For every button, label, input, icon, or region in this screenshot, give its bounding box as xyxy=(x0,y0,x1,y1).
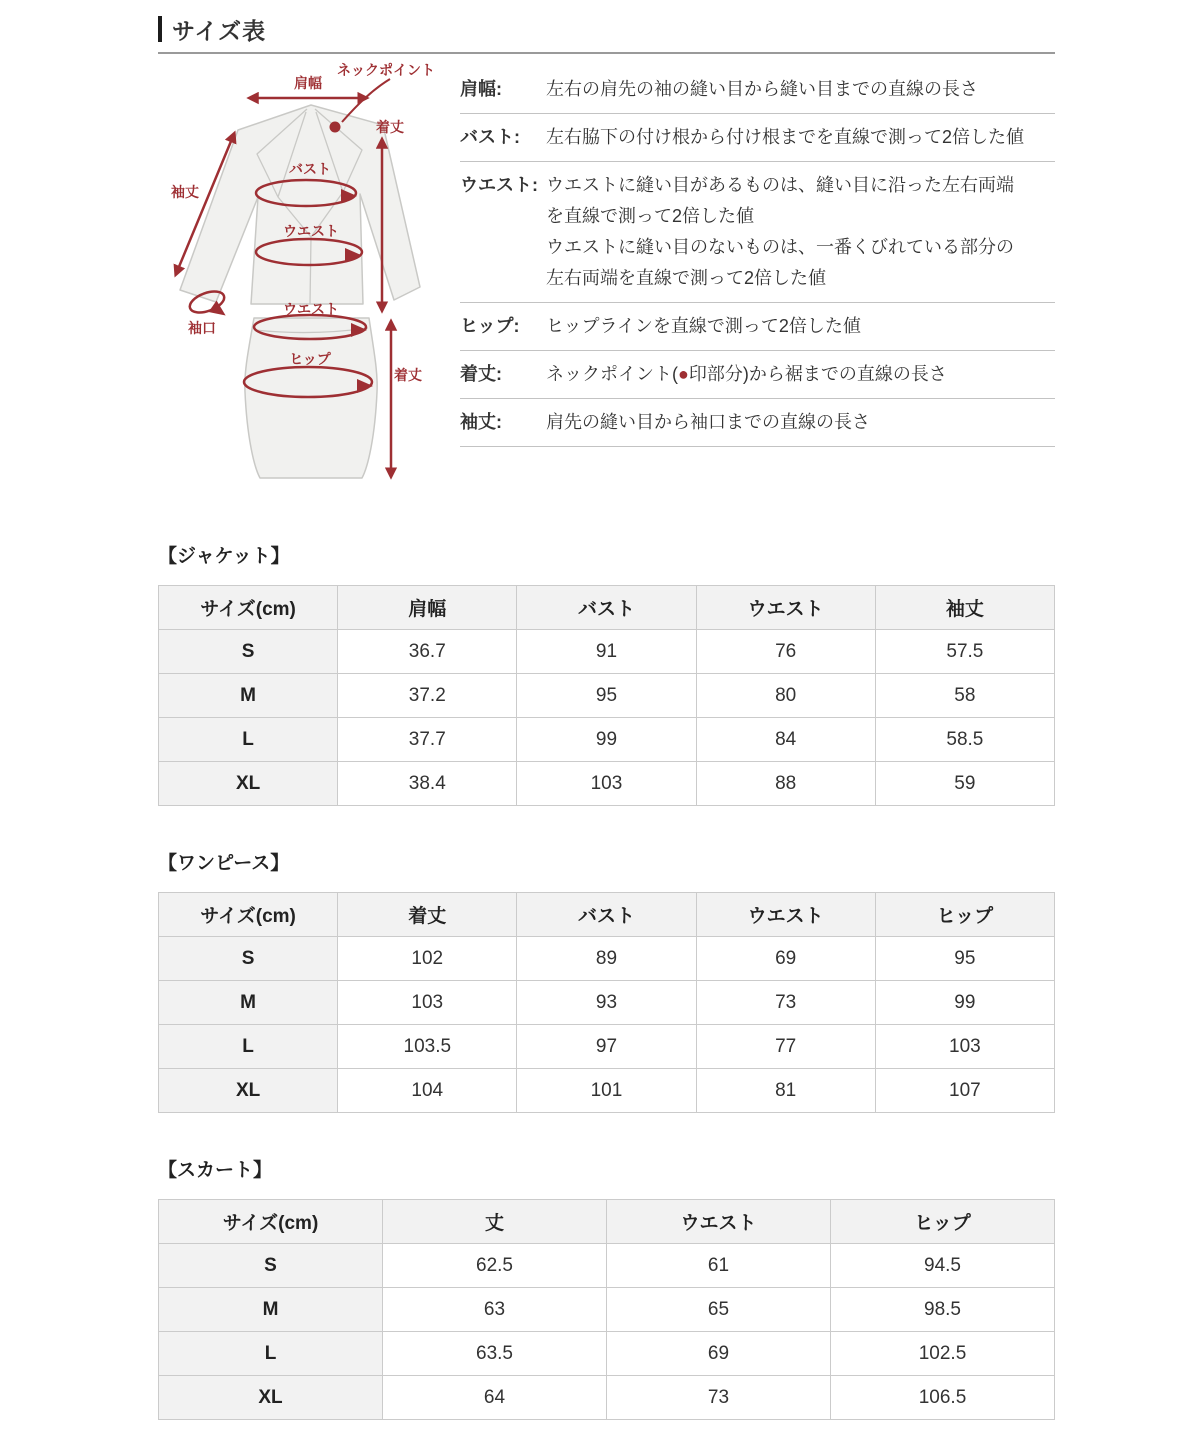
measurement-value: 80 xyxy=(696,674,875,718)
measurement-value: 89 xyxy=(517,937,696,981)
definition-term: 着丈: xyxy=(460,364,502,384)
definition-row-bust xyxy=(460,114,1055,162)
size-label: XL xyxy=(159,1376,383,1420)
measurement-value: 91 xyxy=(517,630,696,674)
measurement-value: 102.5 xyxy=(831,1332,1055,1376)
measurement-value: 84 xyxy=(696,718,875,762)
hip-label: ヒップ xyxy=(289,351,331,367)
table-title-jacket: 【ジャケット】 xyxy=(158,546,290,567)
cuff-loop-arrowhead xyxy=(209,301,230,322)
measurement-value: 58.5 xyxy=(875,718,1054,762)
size-row xyxy=(159,1069,1055,1113)
definition-line: ウエストに縫い目のないものは、一番くびれている部分の xyxy=(546,237,1014,257)
definition-line xyxy=(546,359,1055,390)
measurement-value: 99 xyxy=(517,718,696,762)
shoulder-width-label: 肩幅 xyxy=(294,75,322,91)
measurement-value: 107 xyxy=(875,1069,1054,1113)
column-header: 丈 xyxy=(383,1200,607,1244)
measurement-value: 101 xyxy=(517,1069,696,1113)
size-row xyxy=(159,630,1055,674)
page-header xyxy=(158,14,1055,54)
definition-text xyxy=(546,74,1055,105)
size-label: M xyxy=(159,1288,383,1332)
page-title: サイズ表 xyxy=(172,17,267,44)
measurement-value: 103 xyxy=(338,981,517,1025)
header-row xyxy=(159,1200,1055,1244)
cuff-label: 袖口 xyxy=(188,320,216,336)
skirt-length-label: 着丈 xyxy=(394,367,422,383)
definition-term: 肩幅: xyxy=(460,79,502,99)
measurement-value: 94.5 xyxy=(831,1244,1055,1288)
measurement-value: 93 xyxy=(517,981,696,1025)
size-row xyxy=(159,981,1055,1025)
definition-line: を直線で測って2倍した値 xyxy=(546,206,755,226)
neck-point-dot xyxy=(330,122,341,133)
definition-row-sleeve xyxy=(460,399,1055,447)
measurement-value: 64 xyxy=(383,1376,607,1420)
header-row xyxy=(159,586,1055,630)
column-header: 袖丈 xyxy=(875,586,1054,630)
column-header: ウエスト xyxy=(696,586,875,630)
measurement-diagram xyxy=(158,54,460,499)
measurement-value: 98.5 xyxy=(831,1288,1055,1332)
measurement-value: 73 xyxy=(607,1376,831,1420)
definition-term: ウエスト: xyxy=(460,175,538,195)
size-label: S xyxy=(159,630,338,674)
definition-text xyxy=(546,170,1055,294)
definition-line: 左右脇下の付け根から付け根までを直線で測って2倍した値 xyxy=(546,127,1025,147)
page-title-row xyxy=(158,14,1055,44)
size-row xyxy=(159,1332,1055,1376)
definition-text xyxy=(546,407,1055,438)
measurement-value: 99 xyxy=(875,981,1054,1025)
size-row xyxy=(159,1376,1055,1420)
garment-diagram-svg xyxy=(158,62,460,494)
measurement-value: 61 xyxy=(607,1244,831,1288)
measurement-value: 102 xyxy=(338,937,517,981)
measurement-guide xyxy=(158,54,1055,499)
size-label: L xyxy=(159,1025,338,1069)
definition-text-pre: ネックポイント( xyxy=(546,364,678,384)
measurement-value: 59 xyxy=(875,762,1054,806)
definition-term: バスト: xyxy=(460,127,520,147)
size-label: S xyxy=(159,1244,383,1288)
size-row xyxy=(159,1025,1055,1069)
measurement-value: 97 xyxy=(517,1025,696,1069)
measurement-value: 81 xyxy=(696,1069,875,1113)
definition-line: 左右の肩先の袖の縫い目から縫い目までの直線の長さ xyxy=(546,79,978,99)
size-label: L xyxy=(159,718,338,762)
neck-point-label: ネックポイント xyxy=(337,62,435,78)
measurement-value: 77 xyxy=(696,1025,875,1069)
definition-text-post: 印部分)から裾までの直線の長さ xyxy=(688,364,947,384)
measurement-value: 63 xyxy=(383,1288,607,1332)
measurement-value: 69 xyxy=(607,1332,831,1376)
column-header: ヒップ xyxy=(831,1200,1055,1244)
measurement-value: 73 xyxy=(696,981,875,1025)
size-table-onepiece xyxy=(158,892,1055,1113)
measurement-value: 63.5 xyxy=(383,1332,607,1376)
size-label: S xyxy=(159,937,338,981)
size-row xyxy=(159,1244,1055,1288)
measurement-value: 76 xyxy=(696,630,875,674)
measurement-value: 88 xyxy=(696,762,875,806)
column-header: ウエスト xyxy=(607,1200,831,1244)
size-table-section-jacket xyxy=(158,541,1055,806)
definition-term: 袖丈: xyxy=(460,412,502,432)
size-table-section-onepiece xyxy=(158,848,1055,1113)
column-header: 肩幅 xyxy=(338,586,517,630)
size-label: M xyxy=(159,981,338,1025)
definition-row-length xyxy=(460,351,1055,399)
column-header: バスト xyxy=(517,586,696,630)
jacket-length-label: 着丈 xyxy=(376,119,404,135)
size-label: XL xyxy=(159,1069,338,1113)
measurement-value: 103 xyxy=(517,762,696,806)
measurement-value: 58 xyxy=(875,674,1054,718)
measurement-value: 103.5 xyxy=(338,1025,517,1069)
measurement-value: 38.4 xyxy=(338,762,517,806)
definition-line: 肩先の縫い目から袖口までの直線の長さ xyxy=(546,412,870,432)
measurement-definitions xyxy=(460,54,1055,499)
size-chart-page xyxy=(158,0,1055,1420)
column-header: バスト xyxy=(517,893,696,937)
skirt-waist-label: ウエスト xyxy=(283,301,339,317)
size-row xyxy=(159,718,1055,762)
measurement-value: 106.5 xyxy=(831,1376,1055,1420)
size-label: L xyxy=(159,1332,383,1376)
definition-line: ウエストに縫い目があるものは、縫い目に沿った左右両端 xyxy=(546,175,1014,195)
column-header: サイズ(cm) xyxy=(159,586,338,630)
title-accent-bar xyxy=(158,16,162,42)
definition-row-shoulder xyxy=(460,66,1055,114)
definition-line: 左右両端を直線で測って2倍した値 xyxy=(546,268,827,288)
measurement-value: 65 xyxy=(607,1288,831,1332)
sleeve-length-label: 袖丈 xyxy=(171,184,199,200)
size-table-section-skirt xyxy=(158,1155,1055,1420)
measurement-value: 62.5 xyxy=(383,1244,607,1288)
measurement-value: 37.7 xyxy=(338,718,517,762)
definition-text xyxy=(546,359,1055,390)
column-header: ヒップ xyxy=(875,893,1054,937)
size-table-jacket xyxy=(158,585,1055,806)
measurement-value: 57.5 xyxy=(875,630,1054,674)
definition-row-waist xyxy=(460,162,1055,303)
measurement-value: 69 xyxy=(696,937,875,981)
neck-point-mark: ● xyxy=(678,364,689,384)
definition-text xyxy=(546,311,1055,342)
column-header: サイズ(cm) xyxy=(159,893,338,937)
definition-text xyxy=(546,122,1055,153)
size-row xyxy=(159,937,1055,981)
size-label: XL xyxy=(159,762,338,806)
measurement-value: 37.2 xyxy=(338,674,517,718)
measurement-value: 36.7 xyxy=(338,630,517,674)
measurement-value: 104 xyxy=(338,1069,517,1113)
column-header: サイズ(cm) xyxy=(159,1200,383,1244)
measurement-value: 95 xyxy=(875,937,1054,981)
table-title-onepiece: 【ワンピース】 xyxy=(158,853,290,874)
size-label: M xyxy=(159,674,338,718)
table-title-skirt: 【スカート】 xyxy=(158,1160,273,1181)
jacket-waist-label: ウエスト xyxy=(283,223,339,239)
column-header: 着丈 xyxy=(338,893,517,937)
definition-term: ヒップ: xyxy=(460,316,520,336)
header-row xyxy=(159,893,1055,937)
size-row xyxy=(159,1288,1055,1332)
measurement-value: 103 xyxy=(875,1025,1054,1069)
definition-row-hip xyxy=(460,303,1055,351)
definition-line: ヒップラインを直線で測って2倍した値 xyxy=(546,316,861,336)
size-row xyxy=(159,674,1055,718)
bust-label: バスト xyxy=(289,161,331,177)
measurement-value: 95 xyxy=(517,674,696,718)
column-header: ウエスト xyxy=(696,893,875,937)
size-table-skirt xyxy=(158,1199,1055,1420)
size-row xyxy=(159,762,1055,806)
